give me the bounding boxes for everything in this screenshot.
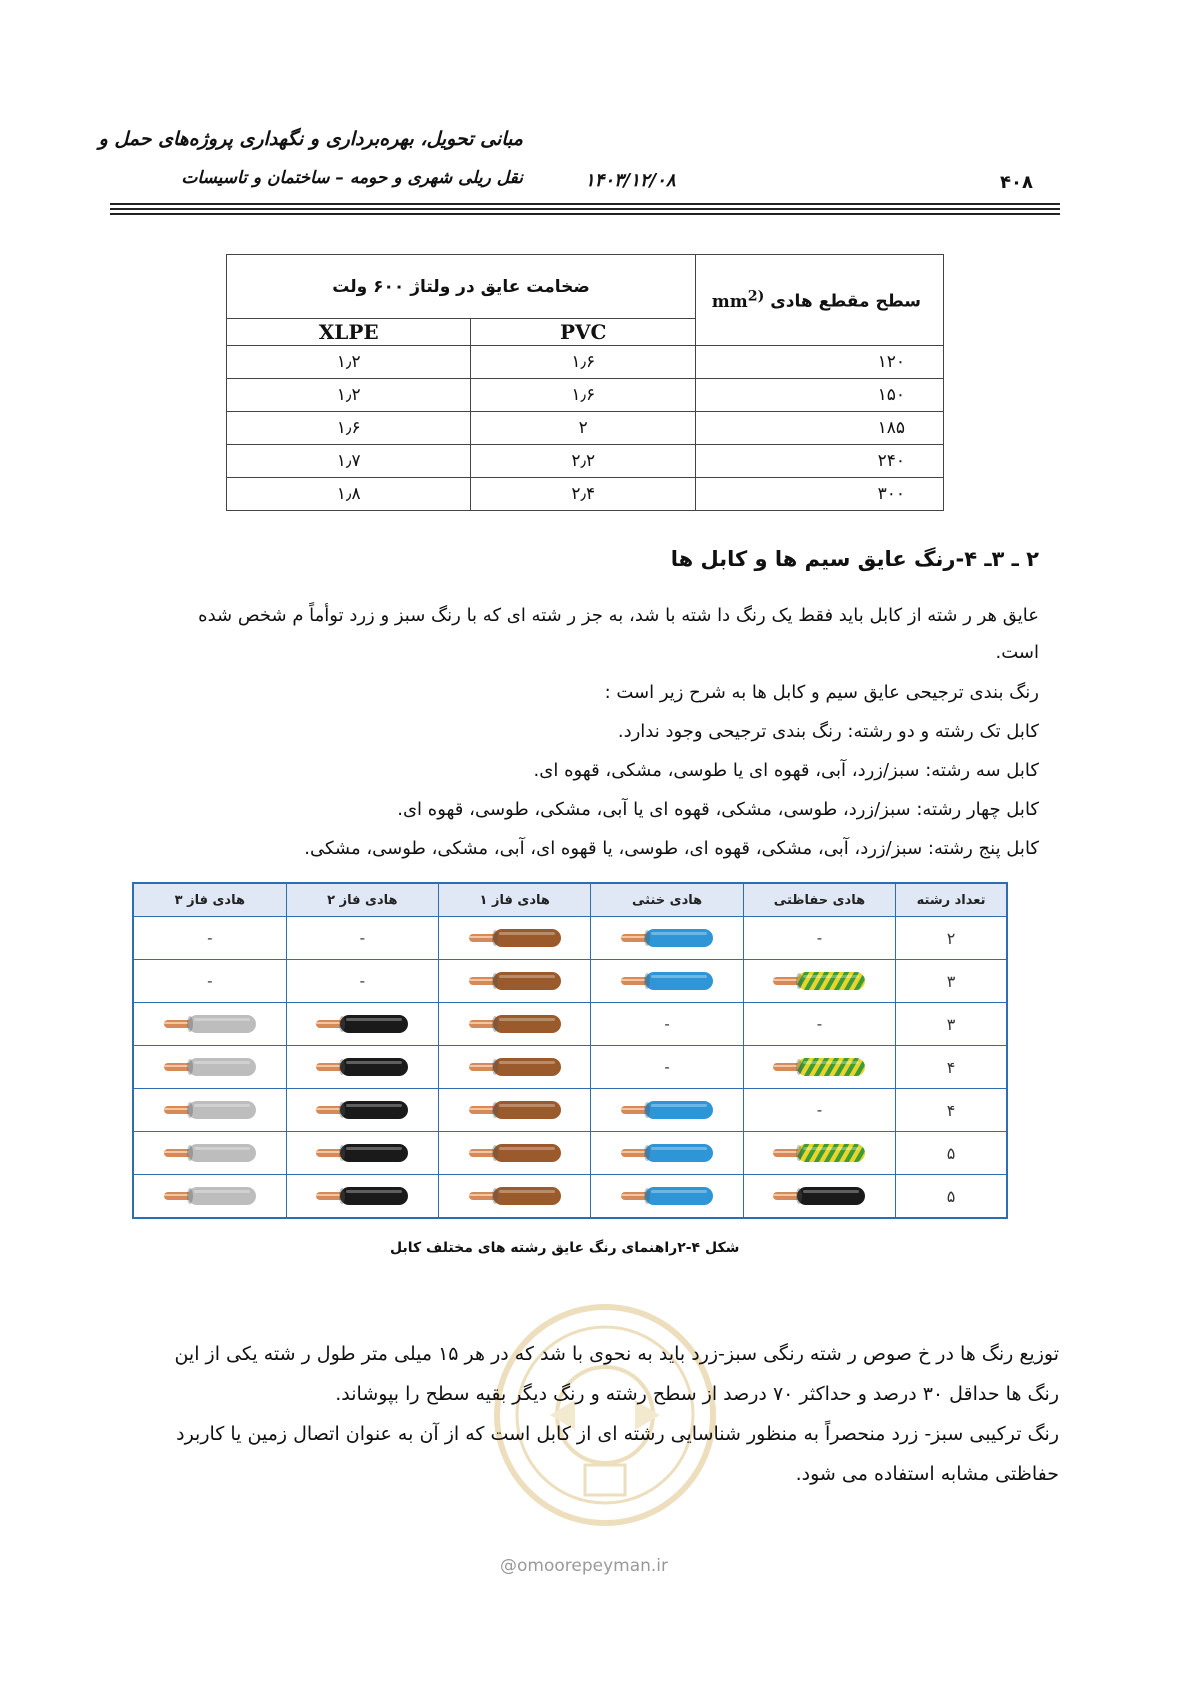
section-unit: $mm^{2)}$ [711,288,765,312]
wire-blue-icon [619,969,715,993]
wire-cell [743,960,895,1003]
cable-header: هادی فاز ۳ [133,883,286,917]
table-row [227,445,944,478]
cable-header: تعداد رشته [896,883,1007,917]
conductor-count: ۳ [896,960,1007,1003]
wire-cell [439,960,591,1003]
section-header [696,255,944,346]
cell-xlpe: ۱٫۸ [227,478,471,511]
wire-grey-icon [162,1055,258,1079]
wire-black-icon [314,1184,410,1208]
dash: - [207,972,213,990]
wire-cell [439,1003,591,1046]
figure-caption: شکل ۴-۲راهنمای رنگ عایق رشته های مختلف کابل [390,1240,740,1256]
wire-greenyellow-icon [771,969,867,993]
wire-cell [439,917,591,960]
body-line: عایق هر ر شته از کابل باید فقط یک رنگ دا شته با شد، به جز ر شته ای که با رنگ سبز و زرد توأماً م شخص شده [198,605,1039,626]
wire-black-icon [314,1141,410,1165]
cell-section: ۱۵۰ [696,379,944,412]
body-line: کابل چهار رشته: سبز/زرد، طوسی، مشکی، قهوه ای یا آبی، مشکی، طوسی، قهوه ای. [397,799,1039,820]
wire-blue-icon [619,1141,715,1165]
wire-blue-icon [619,926,715,950]
conductor-count: ۵ [896,1132,1007,1175]
wire-grey-icon [162,1012,258,1036]
table-row [227,379,944,412]
dash: - [664,1058,670,1076]
body-line: کابل سه رشته: سبز/زرد، آبی، قهوه ای یا طوسی، مشکی، قهوه ای. [533,760,1039,781]
wire-brown-icon [467,1098,563,1122]
paragraph-line: رنگ ها حداقل ۳۰ درصد و حداکثر ۷۰ درصد از سطح رشته و رنگ دیگر بقیه سطح را بپوشاند. [335,1383,1059,1405]
wire-grey-icon [162,1184,258,1208]
header-title-line1: مبانی تحویل، بهره‌برداری و نگهداری پروژه‌های حمل و [98,128,523,150]
empty-cell [591,1046,743,1089]
wire-cell [439,1132,591,1175]
wire-cell [439,1175,591,1219]
wire-cell [743,1132,895,1175]
cable-row [133,1003,1007,1046]
cell-section: ۳۰۰ [696,478,944,511]
dash: - [359,972,366,990]
col-xlpe: XLPE [227,319,471,346]
paragraph-line: رنگ ترکیبی سبز- زرد منحصراً به منظور شناسایی رشته ای از کابل است که از آن به عنوان اتصال زمین یا کاربرد [176,1423,1059,1445]
wire-black-icon [314,1098,410,1122]
table-row [227,412,944,445]
wire-cell [286,1175,438,1219]
wire-cell [133,1003,286,1046]
wire-cell [591,917,743,960]
wire-cell [591,1175,743,1219]
empty-cell [743,917,895,960]
wire-cell [286,1132,438,1175]
cable-row [133,960,1007,1003]
table-row [227,478,944,511]
empty-cell [286,917,438,960]
empty-cell [133,960,286,1003]
wire-grey-icon [162,1098,258,1122]
empty-cell [286,960,438,1003]
cable-header: هادی حفاظتی [743,883,895,917]
dash: - [816,1101,823,1119]
conductor-count: ۳ [896,1003,1007,1046]
insulation-thickness-table [226,254,944,511]
cell-pvc: ۲٫۴ [471,478,696,511]
col-pvc: PVC [471,319,696,346]
dash: - [664,1015,670,1033]
wire-cell [591,960,743,1003]
wire-cell [591,1089,743,1132]
wire-cell [286,1089,438,1132]
body-line: رنگ بندی ترجیحی عایق سیم و کابل ها به شرح زیر است : [604,682,1039,703]
wire-brown-icon [467,1141,563,1165]
empty-cell [133,917,286,960]
cable-color-table [132,882,1008,1219]
wire-brown-icon [467,1055,563,1079]
wire-cell [133,1132,286,1175]
header-rule [110,213,1060,215]
wire-cell [591,1132,743,1175]
cell-xlpe: ۱٫۶ [227,412,471,445]
dash: - [359,929,366,947]
cable-row [133,1046,1007,1089]
wire-cell [286,1003,438,1046]
cable-header: هادی فاز ۲ [286,883,438,917]
wire-blue-icon [619,1184,715,1208]
body-line: کابل تک رشته و دو رشته: رنگ بندی ترجیحی وجود ندارد. [617,721,1039,742]
paragraph-line: حفاظتی مشابه استفاده می شود. [795,1463,1059,1485]
wire-cell [133,1046,286,1089]
conductor-count: ۴ [896,1089,1007,1132]
thickness-header: ضخامت عایق در ولتاژ ۶۰۰ ولت [227,255,696,319]
dash: - [816,929,823,947]
cell-xlpe: ۱٫۲ [227,379,471,412]
wire-brown-icon [467,926,563,950]
wire-brown-icon [467,1012,563,1036]
section-heading: ۲ ـ ۳ـ ۴-رنگ عایق سیم ها و کابل ها [670,547,1039,571]
body-line: کابل پنج رشته: سبز/زرد، آبی، مشکی، قهوه ای، طوسی، یا قهوه ای، آبی، مشکی، طوسی، مشکی. [304,838,1039,859]
wire-cell [439,1089,591,1132]
cell-xlpe: ۱٫۷ [227,445,471,478]
conductor-count: ۵ [896,1175,1007,1219]
wire-brown-icon [467,969,563,993]
wire-black-icon [314,1012,410,1036]
table-row [227,346,944,379]
wire-cell [133,1089,286,1132]
dash: - [207,929,213,947]
wire-cell [743,1175,895,1219]
section-header-label: سطح مقطع هادی [770,291,921,312]
header-rule [110,208,1060,210]
header-title-line2: نقل ریلی شهری و حومه – ساختمان و تاسیسات [181,168,523,188]
cell-xlpe: ۱٫۲ [227,346,471,379]
paragraph-line: توزیع رنگ ها در خ صوص ر شته رنگی سبز-زرد باید به نحوی با شد که در هر ۱۵ میلی متر طول ر شته یکی از این [174,1343,1059,1365]
conductor-count: ۴ [896,1046,1007,1089]
cable-header: هادی خنثی [591,883,743,917]
header-rule [110,203,1060,205]
conductor-count: ۲ [896,917,1007,960]
header-date: ۱۴۰۳/۱۲/۰۸ [585,170,676,191]
page-number: ۴۰۸ [1000,172,1033,193]
wire-blue-icon [619,1098,715,1122]
cell-section: ۱۲۰ [696,346,944,379]
watermark-site: @omoorepeyman.ir [500,1556,669,1576]
cell-section: ۲۴۰ [696,445,944,478]
wire-cell [439,1046,591,1089]
empty-cell [743,1089,895,1132]
body-line: است. [995,642,1039,663]
wire-brown-icon [467,1184,563,1208]
cable-header: هادی فاز ۱ [439,883,591,917]
cable-row [133,1089,1007,1132]
wire-grey-icon [162,1141,258,1165]
cell-pvc: ۱٫۶ [471,379,696,412]
cell-pvc: ۲٫۲ [471,445,696,478]
dash: - [816,1015,823,1033]
wire-greenyellow-icon [771,1141,867,1165]
cell-pvc: ۱٫۶ [471,346,696,379]
cable-row [133,1175,1007,1219]
cable-row [133,1132,1007,1175]
empty-cell [591,1003,743,1046]
section-unit-sup: 2) [747,288,765,305]
wire-cell [286,1046,438,1089]
empty-cell [743,1003,895,1046]
wire-cell [743,1046,895,1089]
wire-black-icon [314,1055,410,1079]
wire-greenyellow-icon [771,1055,867,1079]
cell-section: ۱۸۵ [696,412,944,445]
cable-row [133,917,1007,960]
wire-cell [133,1175,286,1219]
cell-pvc: ۲ [471,412,696,445]
wire-black-icon [771,1184,867,1208]
watermark-seal [490,1300,720,1530]
